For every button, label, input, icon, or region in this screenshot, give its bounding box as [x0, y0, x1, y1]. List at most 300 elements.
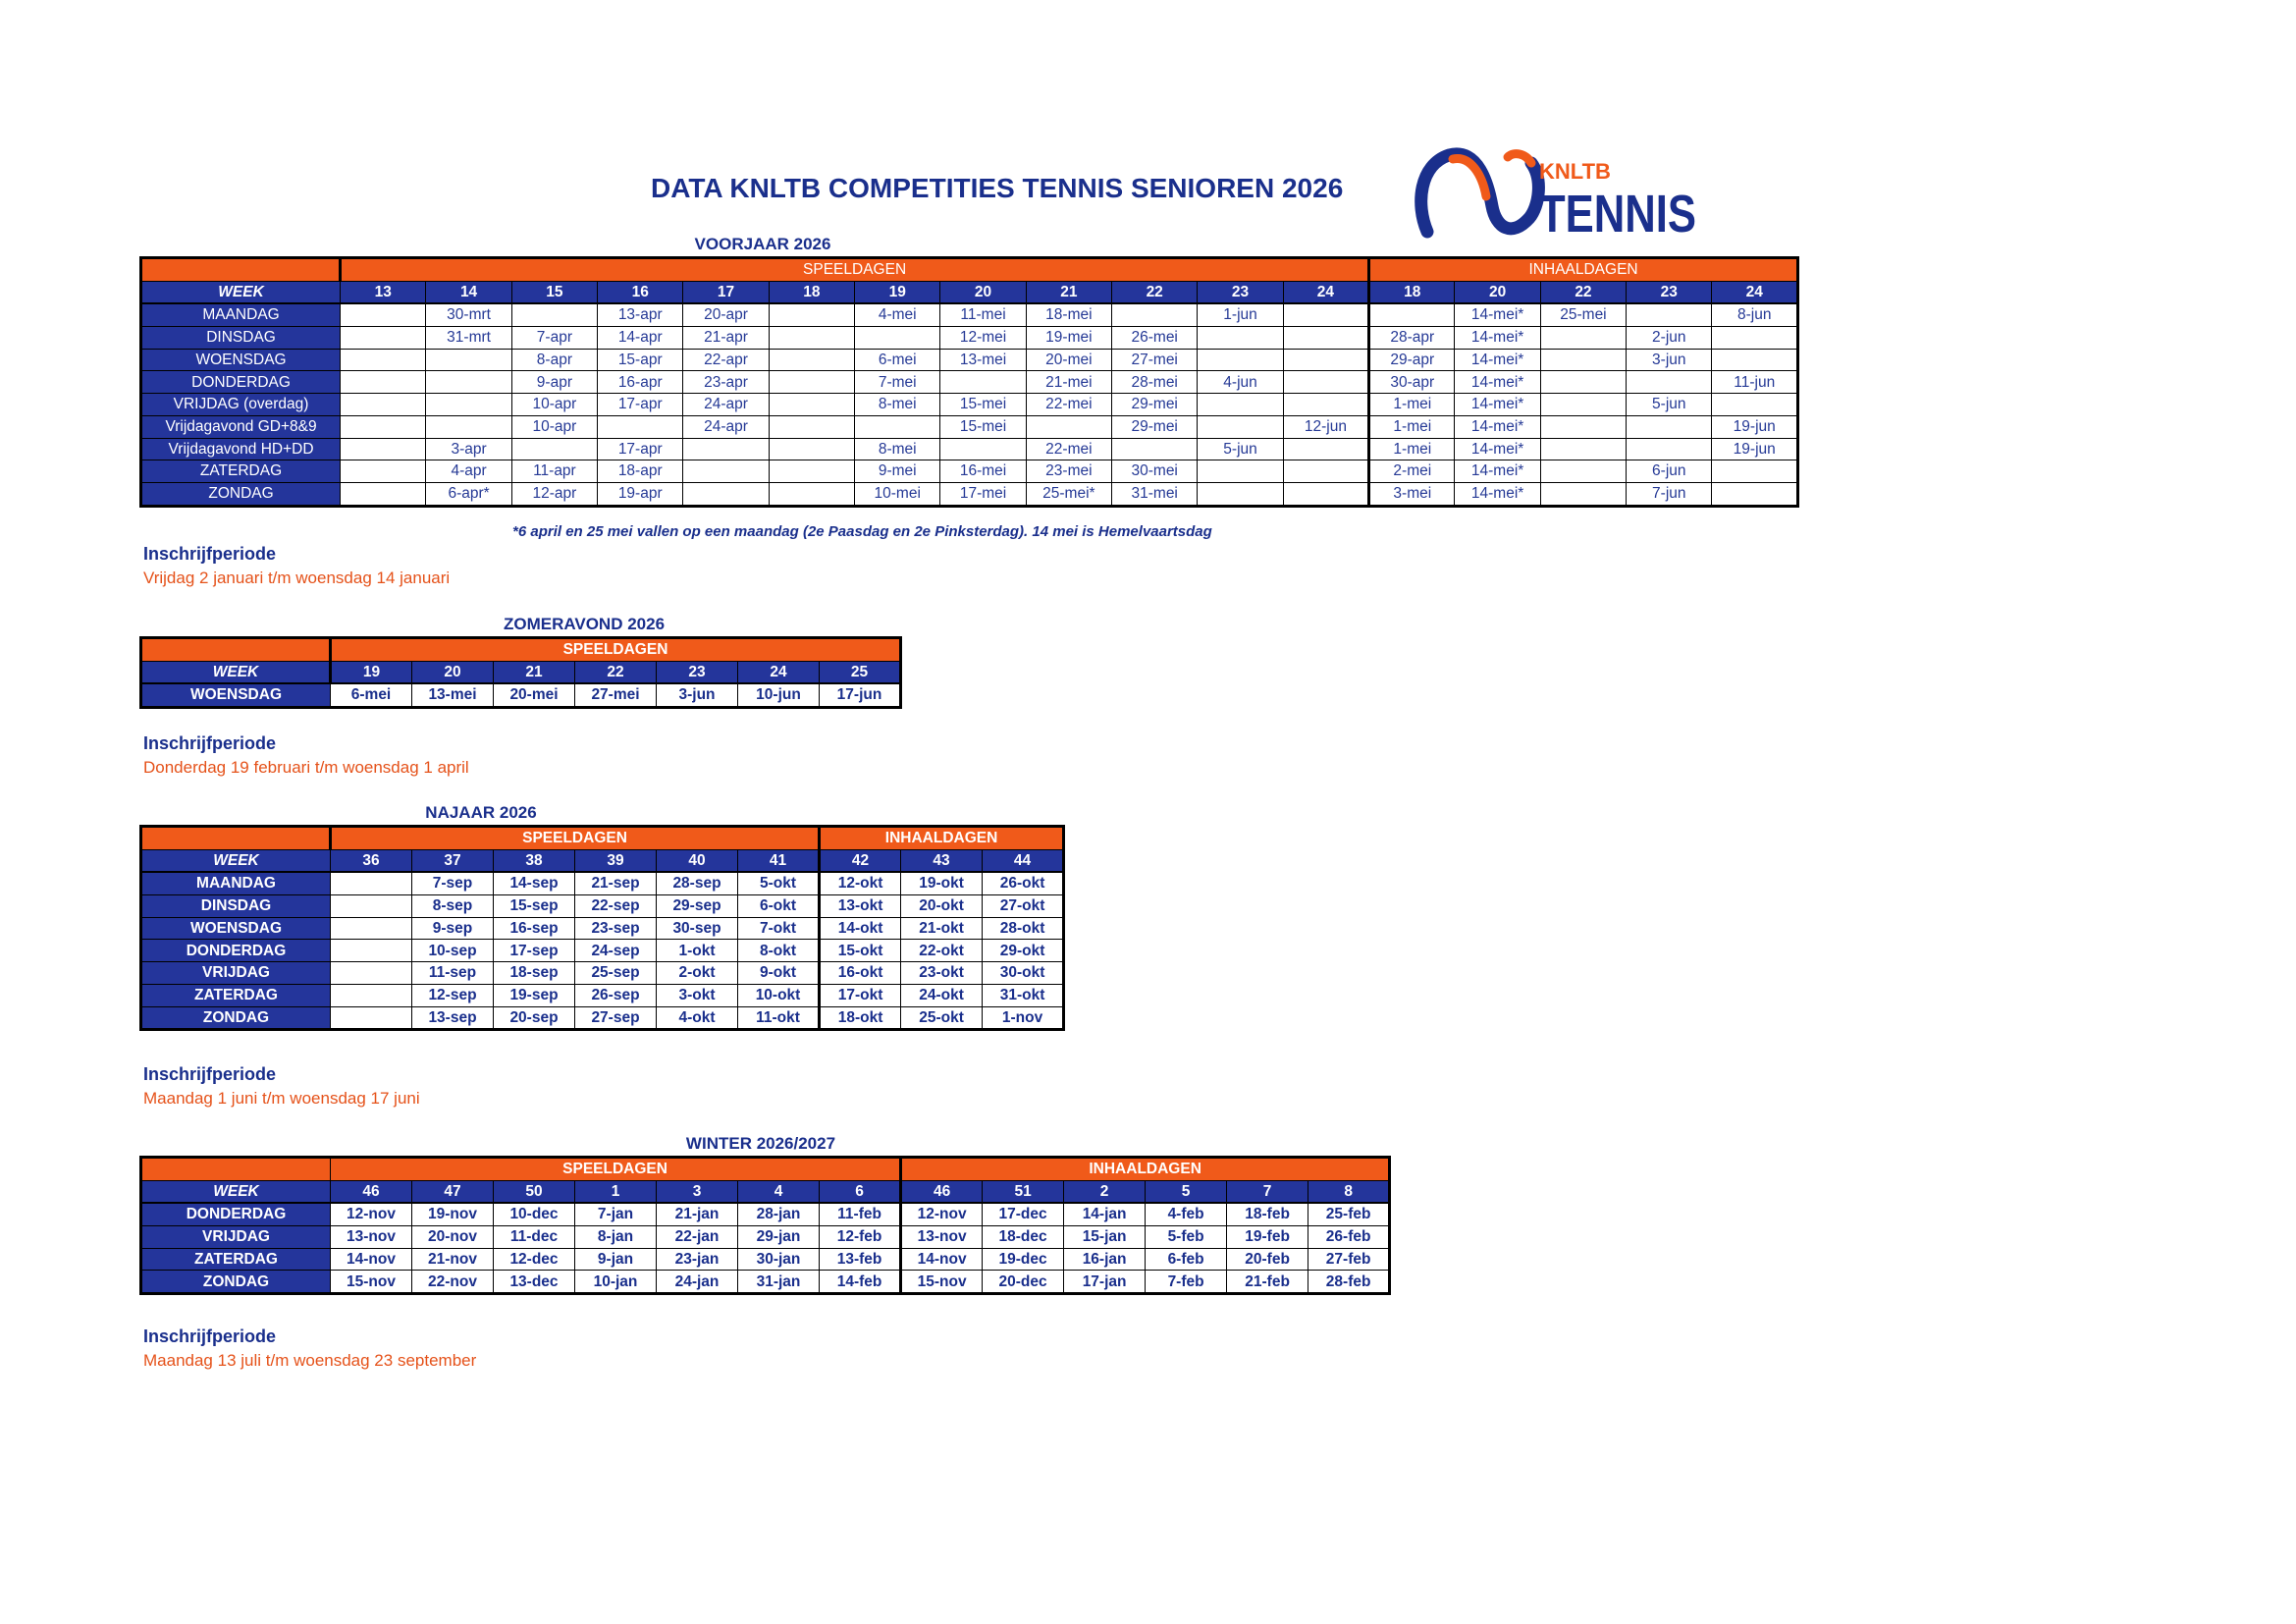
date-cell: 24-apr [683, 415, 769, 438]
date-cell: 29-mei [1112, 415, 1198, 438]
week-number: 13 [341, 281, 426, 303]
date-cell [855, 327, 940, 350]
date-cell [1283, 394, 1368, 416]
date-cell [769, 438, 854, 460]
day-label: DINSDAG [141, 895, 331, 918]
date-cell: 4-jun [1198, 371, 1283, 394]
date-cell [1198, 460, 1283, 483]
day-label: ZATERDAG [141, 460, 341, 483]
date-cell: 22-mei [1026, 394, 1111, 416]
date-cell: 3-jun [1627, 349, 1712, 371]
date-cell: 28-mei [1112, 371, 1198, 394]
date-cell: 5-jun [1627, 394, 1712, 416]
date-cell: 3-okt [657, 984, 738, 1006]
date-cell [1283, 327, 1368, 350]
date-cell [769, 349, 854, 371]
day-label: Vrijdagavond HD+DD [141, 438, 341, 460]
date-cell: 12-mei [940, 327, 1026, 350]
date-cell: 6-mei [855, 349, 940, 371]
day-label: ZONDAG [141, 482, 341, 506]
week-number: 17 [683, 281, 769, 303]
date-cell: 19-apr [598, 482, 683, 506]
date-cell: 19-nov [412, 1203, 494, 1225]
week-number: 7 [1227, 1180, 1308, 1203]
date-cell [1540, 415, 1626, 438]
date-cell: 19-okt [901, 872, 983, 894]
date-cell: 27-mei [575, 683, 657, 707]
inhaaldagen-header: INHAALDAGEN [901, 1158, 1390, 1181]
date-cell: 1-mei [1369, 438, 1455, 460]
date-cell: 18-mei [1026, 303, 1111, 326]
date-cell [683, 460, 769, 483]
logo-swoosh [1421, 154, 1539, 232]
date-cell [683, 438, 769, 460]
date-cell: 19-jun [1712, 415, 1798, 438]
day-label: DONDERDAG [141, 371, 341, 394]
date-cell: 15-sep [494, 895, 575, 918]
date-cell: 29-mei [1112, 394, 1198, 416]
date-cell: 3-mei [1369, 482, 1455, 506]
date-cell: 14-mei* [1455, 438, 1540, 460]
date-cell: 19-jun [1712, 438, 1798, 460]
date-cell [1540, 438, 1626, 460]
date-cell: 1-okt [657, 940, 738, 962]
date-cell: 10-dec [494, 1203, 575, 1225]
day-row [141, 895, 1064, 918]
week-number: 42 [820, 849, 901, 872]
date-cell: 26-sep [575, 984, 657, 1006]
date-cell [1283, 438, 1368, 460]
week-number: 18 [1369, 281, 1455, 303]
date-cell: 31-jan [738, 1271, 820, 1294]
zomeravond-week-row [141, 661, 901, 683]
date-cell: 14-mei* [1455, 482, 1540, 506]
date-cell: 14-sep [494, 872, 575, 894]
date-cell: 23-sep [575, 917, 657, 940]
date-cell: 18-dec [983, 1226, 1064, 1249]
date-cell: 14-mei* [1455, 460, 1540, 483]
date-cell: 1-mei [1369, 415, 1455, 438]
date-cell: 12-okt [820, 872, 901, 894]
day-label: DONDERDAG [141, 1203, 331, 1225]
date-cell: 14-jan [1064, 1203, 1146, 1225]
week-number: 15 [511, 281, 597, 303]
day-label: MAANDAG [141, 303, 341, 326]
date-cell: 23-apr [683, 371, 769, 394]
date-cell: 7-jun [1627, 482, 1712, 506]
date-cell [1712, 460, 1798, 483]
date-cell: 28-jan [738, 1203, 820, 1225]
date-cell: 20-nov [412, 1226, 494, 1249]
date-cell: 15-mei [940, 394, 1026, 416]
week-number: 51 [983, 1180, 1064, 1203]
date-cell: 11-dec [494, 1226, 575, 1249]
date-cell: 31-mei [1112, 482, 1198, 506]
date-cell: 11-mei [940, 303, 1026, 326]
date-cell: 22-apr [683, 349, 769, 371]
date-cell: 13-nov [901, 1226, 983, 1249]
date-cell: 24-okt [901, 984, 983, 1006]
date-cell: 17-apr [598, 438, 683, 460]
date-cell [1283, 303, 1368, 326]
date-cell: 19-feb [1227, 1226, 1308, 1249]
date-cell [1627, 415, 1712, 438]
date-cell: 25-okt [901, 1006, 983, 1030]
day-row [141, 683, 901, 707]
header-corner [141, 827, 331, 850]
date-cell: 14-mei* [1455, 327, 1540, 350]
logo-tennis-text: TENNIS [1539, 185, 1696, 244]
day-label: ZONDAG [141, 1271, 331, 1294]
date-cell [855, 415, 940, 438]
date-cell: 21-mei [1026, 371, 1111, 394]
day-row [141, 1226, 1390, 1249]
date-cell: 23-okt [901, 962, 983, 985]
voorjaar-header-row [141, 258, 1798, 282]
date-cell: 5-okt [738, 872, 820, 894]
date-cell [341, 415, 426, 438]
date-cell [341, 482, 426, 506]
date-cell: 28-okt [983, 917, 1064, 940]
date-cell: 15-apr [598, 349, 683, 371]
page-title: DATA KNLTB COMPETITIES TENNIS SENIOREN 2026 [651, 173, 1344, 203]
day-row [141, 371, 1798, 394]
voorjaar-table [139, 256, 1799, 508]
winter-week-row [141, 1180, 1390, 1203]
date-cell [1540, 371, 1626, 394]
date-cell: 17-okt [820, 984, 901, 1006]
date-cell [1283, 349, 1368, 371]
day-row [141, 482, 1798, 506]
date-cell [1540, 482, 1626, 506]
date-cell: 22-okt [901, 940, 983, 962]
day-label: WOENSDAG [141, 349, 341, 371]
date-cell: 16-mei [940, 460, 1026, 483]
date-cell: 22-jan [657, 1226, 738, 1249]
day-label: VRIJDAG (overdag) [141, 394, 341, 416]
date-cell: 9-okt [738, 962, 820, 985]
day-row [141, 962, 1064, 985]
date-cell: 15-okt [820, 940, 901, 962]
date-cell: 12-feb [820, 1226, 901, 1249]
speeldagen-header: SPEELDAGEN [331, 638, 901, 662]
date-cell: 20-apr [683, 303, 769, 326]
day-label: ZONDAG [141, 1006, 331, 1030]
day-label: WOENSDAG [141, 683, 331, 707]
date-cell: 13-mei [412, 683, 494, 707]
winter-header-row [141, 1158, 1390, 1181]
voorjaar-week-row [141, 281, 1798, 303]
date-cell: 18-feb [1227, 1203, 1308, 1225]
day-label: ZATERDAG [141, 1248, 331, 1271]
week-number: 20 [1455, 281, 1540, 303]
date-cell: 8-mei [855, 438, 940, 460]
date-cell: 18-okt [820, 1006, 901, 1030]
date-cell [341, 303, 426, 326]
week-number: 21 [494, 661, 575, 683]
date-cell: 20-mei [1026, 349, 1111, 371]
date-cell [1540, 349, 1626, 371]
date-cell: 8-mei [855, 394, 940, 416]
date-cell: 13-sep [412, 1006, 494, 1030]
date-cell: 14-mei* [1455, 303, 1540, 326]
date-cell: 21-okt [901, 917, 983, 940]
day-label: WOENSDAG [141, 917, 331, 940]
date-cell: 29-okt [983, 940, 1064, 962]
week-number: 1 [575, 1180, 657, 1203]
week-number: 14 [426, 281, 511, 303]
date-cell: 24-sep [575, 940, 657, 962]
date-cell: 21-nov [412, 1248, 494, 1271]
week-number: 22 [1540, 281, 1626, 303]
date-cell: 20-feb [1227, 1248, 1308, 1271]
date-cell: 8-jun [1712, 303, 1798, 326]
date-cell [769, 371, 854, 394]
date-cell: 11-feb [820, 1203, 901, 1225]
date-cell: 3-apr [426, 438, 511, 460]
date-cell: 16-jan [1064, 1248, 1146, 1271]
najaar-registration-period: Maandag 1 juni t/m woensdag 17 juni [143, 1089, 420, 1108]
header-corner [141, 258, 341, 282]
date-cell: 28-feb [1308, 1271, 1390, 1294]
date-cell: 31-okt [983, 984, 1064, 1006]
zomeravond-header-row [141, 638, 901, 662]
date-cell: 17-dec [983, 1203, 1064, 1225]
date-cell: 21-sep [575, 872, 657, 894]
date-cell: 2-jun [1627, 327, 1712, 350]
date-cell: 10-jan [575, 1271, 657, 1294]
date-cell [341, 349, 426, 371]
date-cell: 7-sep [412, 872, 494, 894]
date-cell: 9-mei [855, 460, 940, 483]
day-row [141, 1203, 1390, 1225]
week-number: 16 [598, 281, 683, 303]
date-cell: 7-apr [511, 327, 597, 350]
week-number: 36 [331, 849, 412, 872]
day-row [141, 303, 1798, 326]
najaar-week-row [141, 849, 1064, 872]
date-cell: 19-mei [1026, 327, 1111, 350]
date-cell: 5-feb [1146, 1226, 1227, 1249]
header-corner [141, 1158, 331, 1181]
date-cell [1112, 438, 1198, 460]
date-cell [1283, 371, 1368, 394]
week-number: 21 [1026, 281, 1111, 303]
date-cell: 16-sep [494, 917, 575, 940]
date-cell: 30-okt [983, 962, 1064, 985]
week-number: 23 [657, 661, 738, 683]
date-cell [1026, 415, 1111, 438]
week-number: 43 [901, 849, 983, 872]
week-label: WEEK [141, 661, 331, 683]
date-cell [1198, 482, 1283, 506]
date-cell: 15-jan [1064, 1226, 1146, 1249]
date-cell [341, 394, 426, 416]
week-number: 24 [1712, 281, 1798, 303]
date-cell: 8-jan [575, 1226, 657, 1249]
week-number: 6 [820, 1180, 901, 1203]
date-cell: 14-mei* [1455, 394, 1540, 416]
date-cell: 17-jun [820, 683, 901, 707]
date-cell [426, 415, 511, 438]
date-cell [1198, 415, 1283, 438]
date-cell [331, 1006, 412, 1030]
zomeravond-title: ZOMERAVOND 2026 [503, 615, 666, 633]
date-cell: 4-feb [1146, 1203, 1227, 1225]
day-row [141, 1271, 1390, 1294]
najaar-header-row [141, 827, 1064, 850]
week-number: 23 [1198, 281, 1283, 303]
date-cell: 29-sep [657, 895, 738, 918]
date-cell: 11-sep [412, 962, 494, 985]
date-cell: 13-dec [494, 1271, 575, 1294]
week-number: 47 [412, 1180, 494, 1203]
date-cell: 7-jan [575, 1203, 657, 1225]
date-cell: 12-apr [511, 482, 597, 506]
date-cell [1283, 460, 1368, 483]
day-label: DINSDAG [141, 327, 341, 350]
date-cell [511, 303, 597, 326]
date-cell [1112, 303, 1198, 326]
date-cell [769, 394, 854, 416]
date-cell: 24-apr [683, 394, 769, 416]
inhaaldagen-header: INHAALDAGEN [820, 827, 1064, 850]
date-cell [940, 438, 1026, 460]
date-cell: 12-sep [412, 984, 494, 1006]
voorjaar-footnote: *6 april en 25 mei vallen op een maandag (2e Paasdag en 2e Pinksterdag). 14 mei is Hemelvaartsdag [512, 523, 1212, 540]
date-cell [426, 349, 511, 371]
date-cell: 12-nov [331, 1203, 412, 1225]
day-label: DONDERDAG [141, 940, 331, 962]
day-row [141, 1006, 1064, 1030]
week-number: 37 [412, 849, 494, 872]
date-cell: 21-feb [1227, 1271, 1308, 1294]
date-cell: 30-sep [657, 917, 738, 940]
date-cell [511, 438, 597, 460]
week-number: 23 [1627, 281, 1712, 303]
date-cell: 8-apr [511, 349, 597, 371]
date-cell: 25-feb [1308, 1203, 1390, 1225]
speeldagen-header: SPEELDAGEN [341, 258, 1369, 282]
date-cell [341, 460, 426, 483]
date-cell: 19-sep [494, 984, 575, 1006]
week-label: WEEK [141, 849, 331, 872]
date-cell: 20-sep [494, 1006, 575, 1030]
week-number: 3 [657, 1180, 738, 1203]
date-cell [331, 940, 412, 962]
date-cell: 1-nov [983, 1006, 1064, 1030]
date-cell: 10-jun [738, 683, 820, 707]
date-cell: 9-apr [511, 371, 597, 394]
date-cell: 10-apr [511, 394, 597, 416]
date-cell [426, 371, 511, 394]
date-cell: 22-mei [1026, 438, 1111, 460]
date-cell: 16-apr [598, 371, 683, 394]
week-number: 24 [738, 661, 820, 683]
week-number: 50 [494, 1180, 575, 1203]
day-row [141, 349, 1798, 371]
week-number: 41 [738, 849, 820, 872]
date-cell: 30-mrt [426, 303, 511, 326]
day-row [141, 327, 1798, 350]
inhaaldagen-header: INHAALDAGEN [1369, 258, 1798, 282]
winter-registration-period: Maandag 13 juli t/m woensdag 23 september [143, 1351, 477, 1370]
date-cell: 4-apr [426, 460, 511, 483]
date-cell: 19-dec [983, 1248, 1064, 1271]
date-cell [1540, 460, 1626, 483]
voorjaar-registration-label: Inschrijfperiode [143, 544, 277, 564]
week-number: 22 [575, 661, 657, 683]
header-corner [141, 638, 331, 662]
date-cell: 8-sep [412, 895, 494, 918]
date-cell: 10-sep [412, 940, 494, 962]
date-cell [1198, 349, 1283, 371]
zomeravond-table [139, 636, 902, 709]
week-number: 40 [657, 849, 738, 872]
najaar-registration-label: Inschrijfperiode [143, 1064, 277, 1084]
date-cell: 17-apr [598, 394, 683, 416]
date-cell: 13-apr [598, 303, 683, 326]
date-cell: 14-mei* [1455, 371, 1540, 394]
date-cell: 25-mei* [1026, 482, 1111, 506]
najaar-title: NAJAAR 2026 [425, 803, 537, 822]
date-cell: 23-mei [1026, 460, 1111, 483]
date-cell [331, 917, 412, 940]
date-cell: 2-mei [1369, 460, 1455, 483]
date-cell: 6-okt [738, 895, 820, 918]
date-cell [1369, 303, 1455, 326]
date-cell: 27-okt [983, 895, 1064, 918]
date-cell: 21-apr [683, 327, 769, 350]
date-cell: 9-sep [412, 917, 494, 940]
day-label: ZATERDAG [141, 984, 331, 1006]
day-label: Vrijdagavond GD+8&9 [141, 415, 341, 438]
day-label: MAANDAG [141, 872, 331, 894]
date-cell: 24-jan [657, 1271, 738, 1294]
date-cell: 13-nov [331, 1226, 412, 1249]
date-cell: 14-mei* [1455, 349, 1540, 371]
voorjaar-title: VOORJAAR 2026 [694, 235, 831, 253]
date-cell [598, 415, 683, 438]
week-number: 24 [1283, 281, 1368, 303]
speeldagen-header: SPEELDAGEN [331, 827, 820, 850]
date-cell: 26-feb [1308, 1226, 1390, 1249]
date-cell: 10-okt [738, 984, 820, 1006]
date-cell: 16-okt [820, 962, 901, 985]
week-number: 4 [738, 1180, 820, 1203]
day-row [141, 394, 1798, 416]
date-cell: 9-jan [575, 1248, 657, 1271]
date-cell [1627, 371, 1712, 394]
date-cell: 27-sep [575, 1006, 657, 1030]
date-cell: 6-jun [1627, 460, 1712, 483]
speeldagen-header: SPEELDAGEN [331, 1158, 901, 1181]
date-cell: 11-apr [511, 460, 597, 483]
date-cell: 13-mei [940, 349, 1026, 371]
day-row [141, 438, 1798, 460]
date-cell: 15-mei [940, 415, 1026, 438]
date-cell: 14-mei* [1455, 415, 1540, 438]
logo-knltb-text: KNLTB [1539, 159, 1611, 184]
day-label: VRIJDAG [141, 962, 331, 985]
date-cell [1627, 438, 1712, 460]
date-cell [1712, 394, 1798, 416]
winter-title: WINTER 2026/2027 [685, 1134, 836, 1153]
date-cell: 14-feb [820, 1271, 901, 1294]
date-cell [341, 327, 426, 350]
day-row [141, 415, 1798, 438]
date-cell: 27-feb [1308, 1248, 1390, 1271]
